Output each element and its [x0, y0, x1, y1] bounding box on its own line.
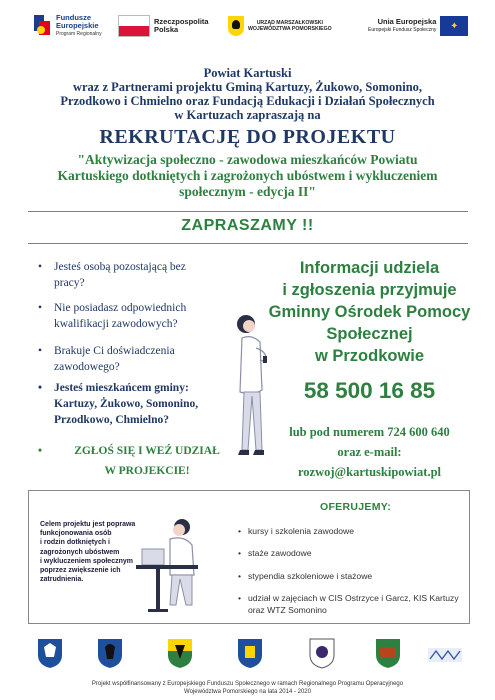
contact-line5: w Przodkowie: [314, 347, 425, 365]
bullet-icon: •: [238, 526, 242, 536]
um-logo-line2: WOJEWÓDZTWA POMORSKIEGO: [248, 26, 332, 32]
offer-item: [238, 570, 468, 582]
partners-line1: wraz z Partnerami projektu Gminą Kartuzy, Żukowo, Somonino,: [72, 80, 423, 94]
bullet-icon: •: [38, 382, 43, 394]
contact-line2: i zgłoszenia przyjmuje: [282, 281, 457, 299]
bullet-icon: •: [38, 302, 43, 314]
question-line: kwalifikacji zawodowych?: [54, 318, 178, 330]
pomorskie-griffin-icon: [228, 16, 244, 36]
offer-line: udział w zajęciach w CIS Ostrzyce i Garcz, KIS Kartuzy: [248, 593, 459, 603]
phone-number[interactable]: 58 500 16 85: [303, 378, 436, 403]
project-title-line1: "Aktywizacja społeczno - zawodowa mieszkańców Powiatu: [77, 152, 418, 167]
organizer-name: Powiat Kartuski: [203, 66, 292, 80]
rzeczpospolita-polska-logo: [118, 12, 209, 40]
offer-line: kursy i szkolenia zawodowe: [248, 526, 355, 536]
kartuzy-county-emblem-icon: [36, 637, 64, 669]
przodkowo-emblem-icon: [308, 637, 336, 669]
fe-logo-line3: Program Regionalny: [56, 31, 102, 37]
logo-bar: [0, 0, 495, 52]
fe-logo-line1: Fundusze: [56, 13, 91, 22]
unia-europejska-logo: [368, 12, 468, 40]
contact-line4: Społecznej: [326, 325, 413, 343]
bullet-icon: •: [38, 445, 43, 457]
bullet-icon: •: [38, 345, 43, 357]
purpose-line: zagrożonych ubóstwem: [40, 548, 120, 556]
pl-logo-line1: Rzeczpospolita: [154, 17, 209, 26]
urzad-marszalkowski-logo: [228, 12, 332, 40]
question-item: [38, 343, 238, 375]
footer-line1: Projekt współfinansowany z Europejskiego Funduszu Społecznego w ramach Regionalnego Programu Operacyjnego: [91, 681, 404, 687]
person-at-laptop-illustration: [130, 505, 210, 615]
question-line: Przodkowo, Chmielno?: [54, 414, 169, 426]
email-label: oraz e-mail:: [337, 445, 402, 459]
offer-line: stypendia szkoleniowe i stażowe: [248, 571, 373, 581]
um-logo-line1: URZĄD MARSZAŁKOWSKI: [256, 19, 323, 26]
question-line: Jesteś mieszkańcem gminy:: [54, 382, 189, 394]
purpose-line: i rodzin dotkniętych i: [40, 539, 111, 547]
invite-line: w Kartuzach zapraszają na: [174, 108, 321, 122]
fundusze-europejskie-logo: [34, 12, 102, 40]
purpose-line: Celem projektu jest poprawa: [40, 521, 136, 528]
offer-item: [238, 525, 468, 537]
footer-line2: Województwa Pomorskiego na lata 2014 - 2020: [184, 689, 311, 695]
question-item: [38, 300, 238, 332]
question-line: pracy?: [54, 277, 85, 289]
question-item: [38, 380, 238, 428]
project-title-line2: Kartuskiego dotkniętych i zagrożonych ubóstwem i wykluczeniem: [57, 168, 438, 183]
offer-item: [238, 592, 468, 616]
bullet-icon: •: [238, 593, 242, 603]
apply-line: W PROJEKCIE!: [104, 465, 190, 477]
eu-flag-icon: ✦: [440, 16, 468, 36]
kartuzy-commune-emblem-icon: [96, 637, 124, 669]
bullet-icon: •: [238, 571, 242, 581]
divider: [28, 211, 468, 212]
project-title-line3: społecznym - edycja II": [179, 184, 316, 199]
eu-logo-line2: Europejski Fundusz Społeczny: [368, 27, 437, 33]
purpose-line: zatrudnienia.: [40, 576, 84, 584]
pl-logo-line2: Polska: [154, 25, 179, 34]
invite-heading: ZAPRASZAMY !!: [181, 217, 314, 234]
recruitment-heading: REKRUTACJĘ DO PROJEKTU: [99, 126, 396, 148]
apply-line: ZGŁOŚ SIĘ I WEŹ UDZIAŁ: [74, 445, 220, 457]
somonino-emblem-icon: [236, 637, 264, 669]
question-line: zawodowego?: [54, 361, 120, 373]
bullet-icon: •: [38, 261, 43, 273]
zukowo-emblem-icon: [166, 637, 194, 669]
bullet-icon: •: [238, 548, 242, 558]
offer-item: [238, 547, 468, 559]
email-address[interactable]: rozwoj@kartuskipowiat.pl: [297, 465, 441, 479]
question-line: Nie posiadasz odpowiednich: [54, 302, 187, 314]
offer-line: oraz WTZ Somonino: [248, 605, 327, 615]
offer-heading: OFERUJEMY:: [320, 501, 392, 513]
purpose-line: funkcjonowania osób: [40, 530, 112, 538]
purpose-line: poprzez zwiększenie ich: [40, 567, 121, 575]
offer-line: staże zawodowe: [248, 548, 312, 558]
eu-logo-line1: Unia Europejska: [377, 17, 437, 26]
question-line: Kartuzy, Żukowo, Somonino,: [54, 398, 199, 410]
fundusze-europejskie-icon: [34, 15, 52, 37]
chmielno-emblem-icon: [374, 637, 402, 669]
divider: [28, 243, 468, 244]
purpose-line: i wykluczeniem społecznym: [40, 557, 133, 565]
polish-flag-icon: [118, 15, 150, 37]
fundacja-logo-icon: [428, 648, 462, 662]
question-line: Jesteś osobą pozostającą bez: [54, 261, 186, 273]
alt-phone-number[interactable]: lub pod numerem 724 600 640: [289, 425, 450, 439]
partners-line2: Przodkowo i Chmielno oraz Fundacją Edukacji i Działań Społecznych: [60, 94, 435, 108]
fe-logo-line2: Europejskie: [56, 21, 99, 30]
contact-line1: Informacji udziela: [299, 259, 440, 277]
question-item: [38, 259, 238, 291]
contact-line3: Gminny Ośrodek Pomocy: [268, 303, 471, 321]
apply-callout: [38, 443, 238, 479]
question-line: Brakuje Ci doświadczenia: [54, 345, 175, 357]
